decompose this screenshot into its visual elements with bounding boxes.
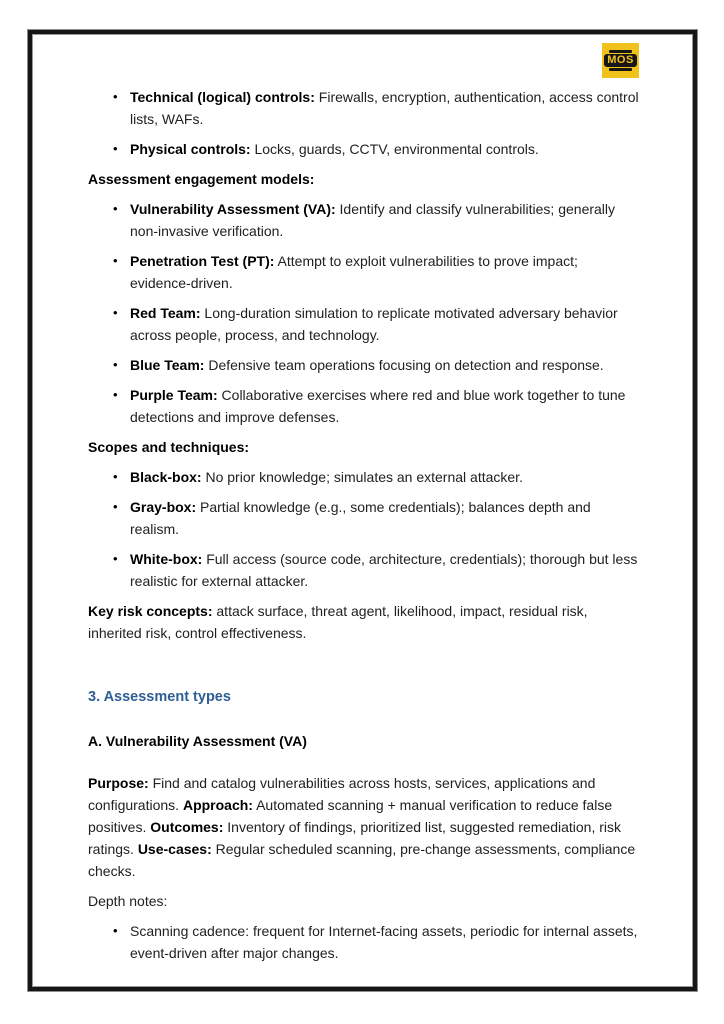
bullet-dot-icon: • [113, 499, 118, 514]
document-body [32, 34, 693, 987]
bold-run: White-box: [130, 551, 203, 567]
depth-notes-label: Depth notes: [88, 893, 168, 909]
bold-run: Use-cases: [137, 841, 212, 857]
bold-run: Black-box: [130, 469, 202, 485]
bullet-dot-icon: • [113, 469, 118, 484]
bullet-dot-icon: • [113, 253, 118, 268]
list-item [88, 86, 641, 130]
bullet-dot-icon: • [113, 551, 118, 566]
logo-text: MOS [604, 54, 637, 67]
bullet-text: Purple Team: Collaborative exercises where red and blue work together to tune detections and improve defenses. [130, 387, 626, 425]
bold-run: Vulnerability Assessment (VA): [130, 201, 336, 217]
bullet-text: Technical (logical) controls: Firewalls, encryption, authentication, access control lists, WAFs. [130, 89, 639, 127]
heading-engagement-models: Assessment engagement models: [88, 171, 315, 187]
bullet-text: Blue Team: Defensive team operations focusing on detection and response. [130, 357, 604, 373]
bold-run: Gray-box: [130, 499, 197, 515]
bold-run: Purpose: [88, 775, 149, 791]
bullet-text: Physical controls: Locks, guards, CCTV, environmental controls. [130, 141, 539, 157]
bold-run: Red Team: [130, 305, 201, 321]
bold-run: Technical (logical) controls: [130, 89, 315, 105]
bullet-text: Scanning cadence: frequent for Internet-facing assets, periodic for internal assets, event-driven after major changes. [130, 923, 638, 961]
engagement-models-bullet-list [88, 198, 641, 428]
depth-notes-bullet-list [88, 920, 641, 964]
bullet-text: White-box: Full access (source code, architecture, credentials); thorough but less realistic for external attacker. [130, 551, 638, 589]
section-heading-assessment-types: 3. Assessment types [88, 689, 231, 705]
bullet-text: Black-box: No prior knowledge; simulates an external attacker. [130, 469, 523, 485]
heading-scopes-techniques: Scopes and techniques: [88, 439, 250, 455]
bold-run: Key risk concepts: [88, 603, 213, 619]
bold-run: Purple Team: [130, 387, 218, 403]
controls-bullet-list [88, 86, 641, 160]
va-purpose-paragraph: Purpose: Find and catalog vulnerabilities across hosts, services, applications and configurations. Approach: Automated scanning + manual verification to reduce false positives. Outcomes: Inventory of findings, prioritized list, suggested remediation, risk ratings. Use-cases: Regular scheduled scanning, pre-change assessments, compliance checks. [88, 775, 636, 879]
list-item [88, 496, 641, 540]
list-item [88, 466, 641, 488]
bullet-dot-icon: • [113, 141, 118, 156]
bold-run: Penetration Test (PT): [130, 253, 275, 269]
bullet-text: Red Team: Long-duration simulation to replicate motivated adversary behavior across people, process, and technology. [130, 305, 618, 343]
list-item [88, 250, 641, 294]
list-item [88, 354, 641, 376]
page-border-frame [28, 30, 697, 991]
bullet-dot-icon: • [113, 89, 118, 104]
bullet-dot-icon: • [113, 923, 118, 938]
key-risk-concepts-paragraph: Key risk concepts: attack surface, threat agent, likelihood, impact, residual risk, inherited risk, control effectiveness. [88, 603, 588, 641]
bullet-text: Penetration Test (PT): Attempt to exploit vulnerabilities to prove impact; evidence-driven. [130, 253, 578, 291]
list-item [88, 384, 641, 428]
bold-run: Approach: [182, 797, 253, 813]
list-item [88, 920, 641, 964]
list-item [88, 198, 641, 242]
scopes-bullet-list [88, 466, 641, 592]
bullet-text: Vulnerability Assessment (VA): Identify and classify vulnerabilities; generally non-invasive verification. [130, 201, 616, 239]
list-item [88, 138, 641, 160]
bold-run: Outcomes: [150, 819, 224, 835]
list-item [88, 548, 641, 592]
bullet-dot-icon: • [113, 201, 118, 216]
bold-run: Blue Team: [130, 357, 205, 373]
bold-run: Physical controls: [130, 141, 251, 157]
subsection-heading-va: A. Vulnerability Assessment (VA) [88, 733, 307, 749]
bullet-dot-icon: • [113, 305, 118, 320]
list-item [88, 302, 641, 346]
bullet-dot-icon: • [113, 387, 118, 402]
bullet-text: Gray-box: Partial knowledge (e.g., some credentials); balances depth and realism. [130, 499, 591, 537]
bullet-dot-icon: • [113, 357, 118, 372]
